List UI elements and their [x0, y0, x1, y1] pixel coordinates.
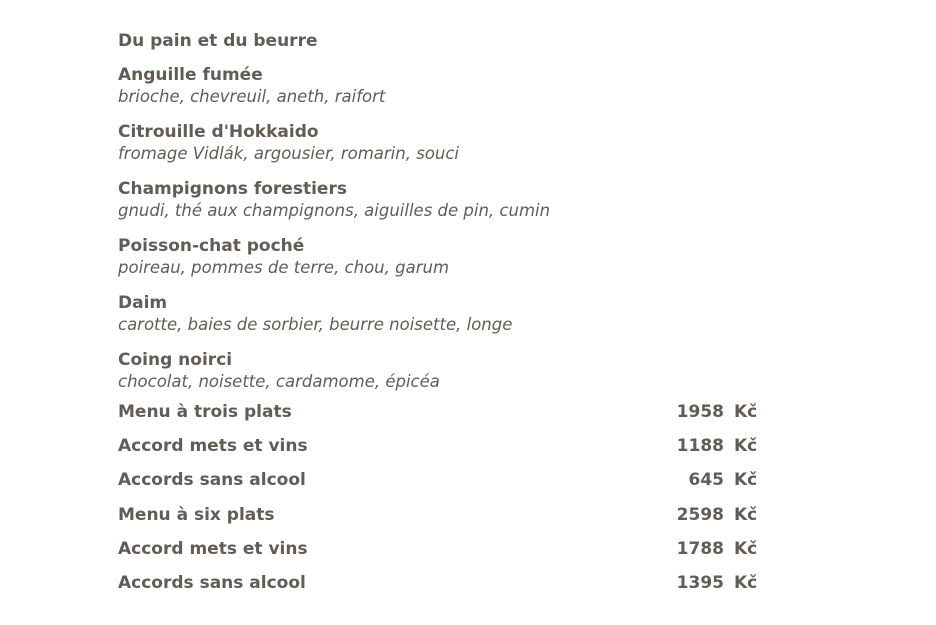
course-description: carotte, baies de sorbier, beurre noisette, longe — [118, 315, 513, 334]
price-label: Accord mets et vins — [118, 436, 308, 457]
price-amount: 2598 — [676, 504, 724, 525]
price-row — [118, 470, 758, 504]
price-label: Accords sans alcool — [118, 572, 306, 593]
course-item — [118, 178, 758, 222]
price-currency: Kč — [734, 504, 758, 525]
course-name: Champignons forestiers — [118, 179, 347, 199]
price-currency: Kč — [734, 572, 758, 593]
price-label: Accord mets et vins — [118, 538, 308, 559]
course-name: Poisson-chat poché — [118, 236, 305, 256]
price-currency: Kč — [734, 402, 758, 422]
price-currency: Kč — [734, 538, 758, 559]
price-amount: 1188 — [676, 436, 724, 457]
price-currency: Kč — [734, 436, 758, 457]
price-list — [118, 402, 758, 607]
course-description: fromage Vidlák, argousier, romarin, souci — [118, 144, 460, 163]
course-item — [118, 64, 758, 108]
price-label: Accords sans alcool — [118, 470, 306, 491]
course-item — [118, 121, 758, 165]
price-row — [118, 539, 758, 573]
course-name: Daim — [118, 293, 168, 313]
price-row — [118, 573, 758, 607]
tasting-menu — [118, 30, 758, 607]
price-currency: Kč — [734, 470, 758, 491]
course-item — [118, 292, 758, 336]
course-item — [118, 349, 758, 393]
course-item — [118, 30, 758, 52]
course-item — [118, 235, 758, 279]
course-list — [118, 30, 758, 393]
price-row — [118, 402, 758, 436]
price-amount: 645 — [688, 470, 724, 491]
course-description: poireau, pommes de terre, chou, garum — [118, 258, 450, 277]
course-name: Du pain et du beurre — [118, 31, 318, 51]
price-amount: 1395 — [676, 572, 724, 593]
course-name: Coing noirci — [118, 350, 233, 370]
price-label: Menu à trois plats — [118, 402, 292, 422]
course-name: Anguille fumée — [118, 65, 263, 85]
price-row — [118, 505, 758, 539]
course-description: brioche, chevreuil, aneth, raifort — [118, 87, 386, 106]
course-name: Citrouille d'Hokkaido — [118, 122, 319, 142]
course-description: gnudi, thé aux champignons, aiguilles de pin, cumin — [118, 201, 551, 220]
price-amount: 1788 — [676, 538, 724, 559]
price-amount: 1958 — [676, 402, 724, 422]
price-label: Menu à six plats — [118, 504, 275, 525]
course-description: chocolat, noisette, cardamome, épicéa — [118, 372, 440, 391]
price-row — [118, 436, 758, 470]
